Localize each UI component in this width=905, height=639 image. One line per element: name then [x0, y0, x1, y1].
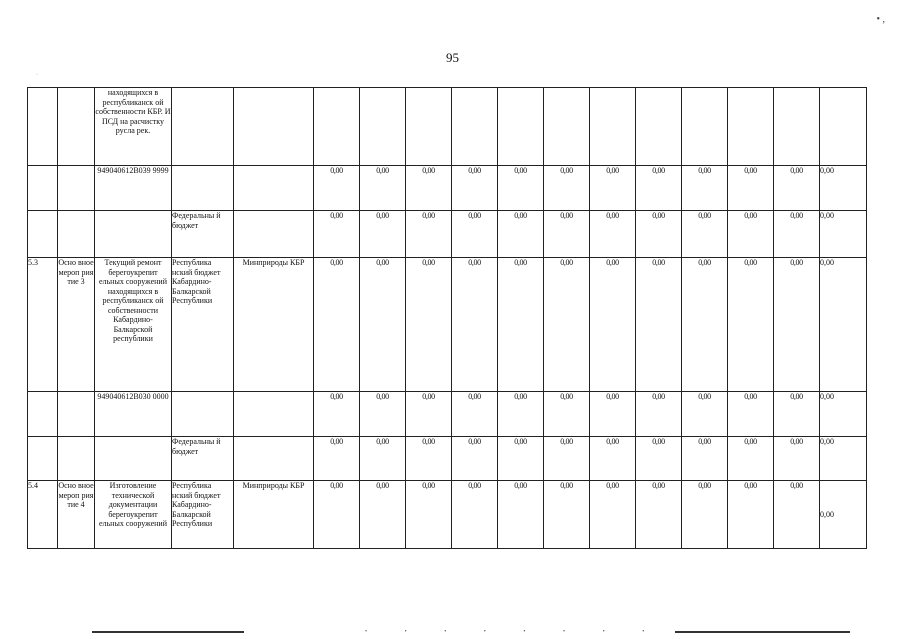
event-type-cell: [58, 437, 95, 481]
amount-cell: 0,00: [728, 211, 774, 258]
total-cell: 0,00: [820, 481, 867, 549]
funding-source-cell: [172, 392, 234, 437]
amount-cell: 0,00: [590, 437, 636, 481]
executor-cell: [234, 437, 314, 481]
amount-cell: 0,00: [728, 258, 774, 392]
row-number-cell: [28, 166, 58, 211]
amount-cell: 0,00: [728, 437, 774, 481]
funding-source-cell: [172, 166, 234, 211]
amount-cell: 0,00: [406, 437, 452, 481]
amount-cell: 0,00: [544, 258, 590, 392]
table-body: [28, 88, 867, 549]
amount-cell: 0,00: [544, 481, 590, 549]
funding-source-cell: Федеральны й бюджет: [172, 437, 234, 481]
amount-cell: 0,00: [682, 166, 728, 211]
executor-cell: Минприроды КБР: [234, 481, 314, 549]
amount-cell: 0,00: [406, 481, 452, 549]
amount-cell: 0,00: [498, 211, 544, 258]
amount-cell: 0,00: [452, 481, 498, 549]
amount-cell: 0,00: [360, 166, 406, 211]
scan-corner-marks: • ,: [876, 14, 885, 25]
executor-cell: [234, 392, 314, 437]
amount-cell: [452, 88, 498, 166]
amount-cell: 0,00: [682, 481, 728, 549]
amount-cell: 0,00: [360, 258, 406, 392]
budget-table: [27, 87, 867, 549]
amount-cell: [774, 88, 820, 166]
amount-cell: 0,00: [314, 258, 360, 392]
amount-cell: 0,00: [314, 392, 360, 437]
total-cell: 0,00: [820, 166, 867, 211]
amount-cell: 0,00: [774, 392, 820, 437]
amount-cell: 0,00: [774, 258, 820, 392]
amount-cell: 0,00: [314, 437, 360, 481]
table-row: [28, 166, 867, 211]
amount-cell: 0,00: [452, 258, 498, 392]
amount-cell: 0,00: [590, 166, 636, 211]
event-name-cell: [95, 437, 172, 481]
total-cell: 0,00: [820, 392, 867, 437]
amount-cell: 0,00: [636, 211, 682, 258]
scan-artifact: ·: [36, 72, 38, 78]
event-type-cell: [58, 166, 95, 211]
amount-cell: 0,00: [314, 211, 360, 258]
event-type-cell: Осно вное мероп рия тие 4: [58, 481, 95, 549]
funding-source-cell: Республика нский бюджет Кабардино-Балкарской Республики: [172, 481, 234, 549]
page-number: 95: [446, 50, 459, 65]
event-type-cell: [58, 88, 95, 166]
table-row: [28, 258, 867, 392]
amount-cell: 0,00: [636, 258, 682, 392]
table-row: [28, 211, 867, 258]
amount-cell: 0,00: [498, 392, 544, 437]
event-name-cell: 949040612B030 0000: [95, 392, 172, 437]
total-cell: 0,00: [820, 258, 867, 392]
funding-source-cell: Федеральны й бюджет: [172, 211, 234, 258]
amount-cell: 0,00: [774, 211, 820, 258]
amount-cell: 0,00: [452, 166, 498, 211]
amount-cell: 0,00: [636, 481, 682, 549]
amount-cell: 0,00: [590, 211, 636, 258]
amount-cell: [314, 88, 360, 166]
amount-cell: 0,00: [452, 437, 498, 481]
row-number-cell: [28, 392, 58, 437]
amount-cell: 0,00: [544, 211, 590, 258]
event-name-cell: [95, 211, 172, 258]
amount-cell: [728, 88, 774, 166]
amount-cell: 0,00: [498, 166, 544, 211]
amount-cell: 0,00: [360, 437, 406, 481]
total-cell: [820, 88, 867, 166]
amount-cell: 0,00: [544, 437, 590, 481]
table-row: [28, 88, 867, 166]
amount-cell: 0,00: [314, 481, 360, 549]
amount-cell: 0,00: [406, 392, 452, 437]
row-number-cell: [28, 88, 58, 166]
executor-cell: [234, 166, 314, 211]
amount-cell: 0,00: [682, 437, 728, 481]
event-name-cell: Текущий ремонт берегоукрепит ельных сооружений находящихся в республиканск ой собственности Кабардино-Балкарской республики: [95, 258, 172, 392]
amount-cell: 0,00: [728, 392, 774, 437]
event-type-cell: [58, 392, 95, 437]
amount-cell: 0,00: [682, 258, 728, 392]
executor-cell: [234, 211, 314, 258]
amount-cell: 0,00: [544, 392, 590, 437]
amount-cell: 0,00: [544, 166, 590, 211]
amount-cell: [406, 88, 452, 166]
amount-cell: 0,00: [406, 211, 452, 258]
bottom-scan-dots: • • • • • • • •: [365, 629, 663, 635]
amount-cell: 0,00: [498, 481, 544, 549]
amount-cell: [636, 88, 682, 166]
amount-cell: 0,00: [636, 437, 682, 481]
amount-cell: 0,00: [360, 392, 406, 437]
row-number-cell: 5.4: [28, 481, 58, 549]
row-number-cell: [28, 211, 58, 258]
amount-cell: 0,00: [314, 166, 360, 211]
amount-cell: 0,00: [406, 258, 452, 392]
event-name-cell: находящихся в республиканск ой собственности КБР. И ПСД на расчистку русла рек.: [95, 88, 172, 166]
amount-cell: 0,00: [498, 437, 544, 481]
amount-cell: [498, 88, 544, 166]
amount-cell: 0,00: [774, 437, 820, 481]
executor-cell: [234, 88, 314, 166]
funding-source-cell: Республика нский бюджет Кабардино-Балкарской Республики: [172, 258, 234, 392]
amount-cell: 0,00: [774, 166, 820, 211]
amount-cell: [682, 88, 728, 166]
amount-cell: [360, 88, 406, 166]
amount-cell: [544, 88, 590, 166]
row-number-cell: [28, 437, 58, 481]
amount-cell: 0,00: [682, 392, 728, 437]
funding-source-cell: [172, 88, 234, 166]
amount-cell: 0,00: [360, 481, 406, 549]
amount-cell: 0,00: [636, 392, 682, 437]
amount-cell: 0,00: [406, 166, 452, 211]
amount-cell: 0,00: [590, 481, 636, 549]
amount-cell: 0,00: [498, 258, 544, 392]
amount-cell: 0,00: [360, 211, 406, 258]
amount-cell: 0,00: [590, 258, 636, 392]
event-name-cell: 949040612B039 9999: [95, 166, 172, 211]
event-name-cell: Изготовление технической документации берегоукрепит ельных сооружений: [95, 481, 172, 549]
table-row: [28, 481, 867, 549]
amount-cell: 0,00: [636, 166, 682, 211]
bottom-rule: [92, 631, 244, 633]
amount-cell: 0,00: [728, 481, 774, 549]
amount-cell: 0,00: [452, 392, 498, 437]
table-row: [28, 437, 867, 481]
amount-cell: 0,00: [590, 392, 636, 437]
event-type-cell: [58, 211, 95, 258]
amount-cell: 0,00: [682, 211, 728, 258]
amount-cell: 0,00: [728, 166, 774, 211]
table-row: [28, 392, 867, 437]
amount-cell: [590, 88, 636, 166]
row-number-cell: 5.3: [28, 258, 58, 392]
total-cell: 0,00: [820, 211, 867, 258]
event-type-cell: Осно вное мероп рия тие 3: [58, 258, 95, 392]
amount-cell: 0,00: [452, 211, 498, 258]
executor-cell: Минприроды КБР: [234, 258, 314, 392]
bottom-rule: [675, 631, 850, 633]
total-cell: 0,00: [820, 437, 867, 481]
amount-cell: 0,00: [774, 481, 820, 549]
